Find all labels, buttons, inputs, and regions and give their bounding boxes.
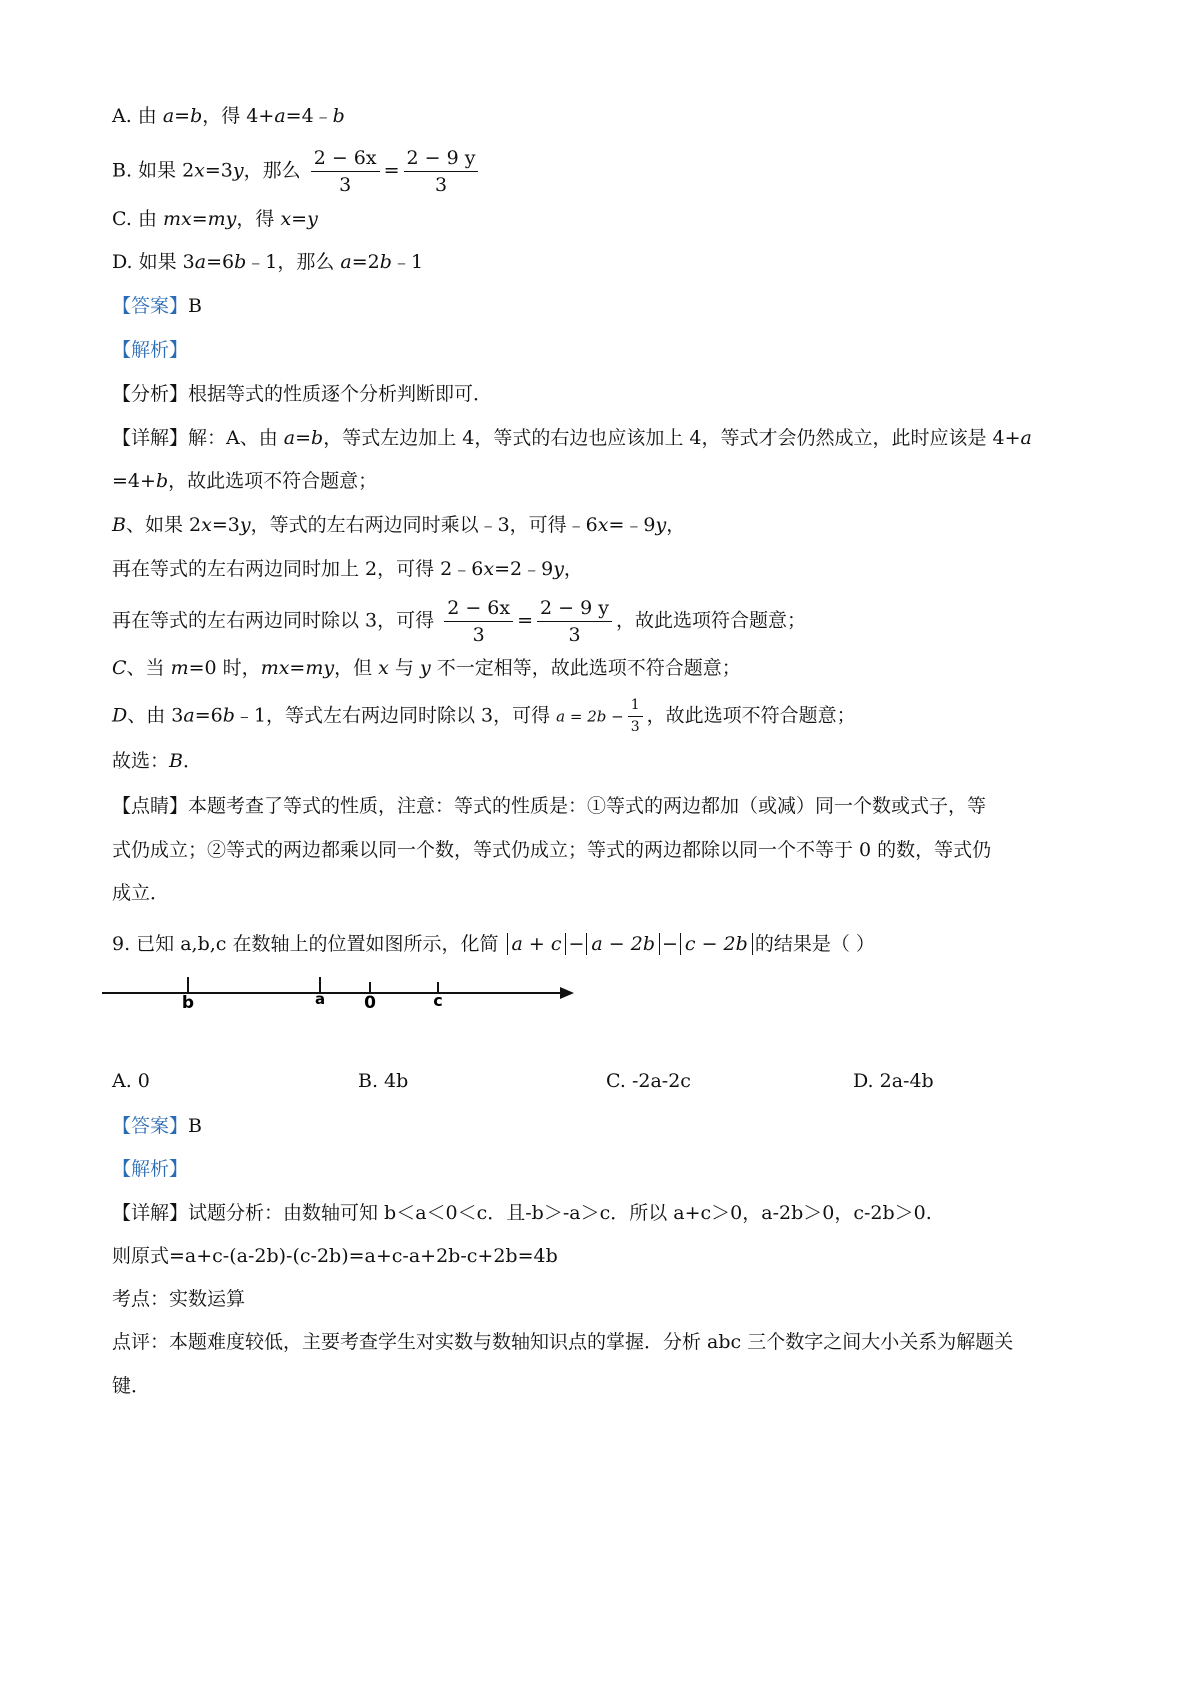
text: 、当 — [126, 657, 171, 679]
fraction-numerator: 1 — [628, 697, 643, 717]
fraction — [404, 147, 479, 196]
text: ，等式的左右两边同时乘以﹣3，可得﹣6 — [250, 514, 598, 536]
q8-dianjing-line-2: 式仍成立；②等式的两边都乘以同一个数，等式仍成立；等式的两边都除以同一个不等于 0 的数，等式仍 — [112, 839, 992, 861]
q9-option-b: B. 4b — [358, 1070, 409, 1092]
var: y — [419, 657, 431, 679]
var: x — [378, 657, 389, 679]
text: ，故此选项符合题意； — [615, 609, 806, 632]
var: B — [112, 514, 126, 536]
q8-detail-line-3 — [112, 513, 685, 537]
text: = — [289, 657, 306, 679]
var: y — [239, 514, 251, 536]
answer-label: 【答案】 — [112, 1115, 189, 1137]
text: =﹣9 — [608, 514, 656, 536]
text: =6 — [206, 251, 235, 273]
fraction-numerator: 2 − 6x — [444, 597, 513, 622]
q9-detail: 【详解】试题分析：由数轴可知 b＜a＜0＜c．且-b＞-a＞c．所以 a+c＞0，a-2b＞0，c-2b＞0. — [112, 1202, 932, 1224]
minus-sign: − — [661, 933, 678, 955]
fraction-denominator: 3 — [339, 174, 352, 196]
q8-fenxi: 【分析】根据等式的性质逐个分析判断即可． — [112, 383, 493, 405]
q9-analysis-label: 【解析】 — [112, 1158, 189, 1180]
text: ， — [666, 514, 686, 536]
var: x — [597, 514, 609, 536]
text: =4﹣ — [285, 105, 333, 127]
var: mx — [162, 208, 192, 230]
var: my — [207, 208, 237, 230]
text: ． — [182, 750, 202, 772]
text: ，等式左边加上 4，等式的右边也应该加上 4，等式才会仍然成立，此时应该是 4+ — [323, 427, 1021, 449]
text: =4+ — [112, 470, 156, 492]
q8-option-b — [112, 147, 482, 196]
fraction-numerator: 2 − 9 y — [404, 147, 479, 172]
fraction-denominator: 3 — [472, 624, 485, 646]
q8-detail-line-7 — [112, 697, 856, 736]
text: =3 — [204, 159, 233, 182]
fraction — [537, 597, 612, 646]
var: m — [170, 657, 189, 679]
var: y — [232, 159, 244, 182]
var: b — [222, 704, 235, 727]
text: ， — [563, 558, 583, 580]
minus-sign: − — [568, 933, 585, 955]
equals-sign: = — [383, 159, 400, 182]
fraction-denominator: 3 — [434, 174, 448, 196]
text: =2﹣9 — [494, 558, 554, 580]
var: a — [283, 427, 296, 449]
number-line-figure — [100, 970, 600, 1020]
q9-option-d: D. 2a-4b — [853, 1070, 934, 1092]
math-expression: a = 2b − — [556, 707, 624, 726]
fraction — [628, 697, 643, 736]
text: 再在等式的左右两边同时加上 2，可得 2﹣6 — [112, 558, 484, 580]
q9-dianping-line-2: 键． — [112, 1375, 151, 1397]
q9-dianping-line-1: 点评：本题难度较低，主要考查学生对实数与数轴知识点的掌握．分析 abc 三个数字之间大小关系为解题关 — [112, 1331, 1014, 1353]
answer-label: 【答案】 — [112, 295, 189, 317]
var: y — [307, 208, 318, 230]
q8-detail-line-5 — [112, 597, 806, 646]
fraction-denominator: 3 — [630, 719, 640, 735]
answer-value: B — [188, 295, 202, 317]
var: D — [112, 704, 128, 727]
text: 9. 已知 a,b,c 在数轴上的位置如图所示，化简 — [112, 933, 499, 955]
var: B — [169, 750, 183, 772]
text: =3 — [211, 514, 240, 536]
text: ，故此选项不符合题意； — [646, 704, 856, 727]
fraction — [444, 597, 513, 646]
fraction-denominator: 3 — [568, 624, 581, 646]
fraction-numerator: 2 − 6x — [311, 147, 380, 172]
var: my — [305, 657, 335, 679]
var: b — [332, 105, 345, 127]
fraction — [311, 147, 380, 196]
text: ，得 4+ — [202, 105, 275, 127]
text: = — [191, 208, 208, 230]
text: A. 由 — [112, 105, 163, 127]
text: ﹣1 — [391, 251, 424, 273]
answer-value: B — [188, 1115, 202, 1137]
text: 、由 3 — [127, 704, 184, 727]
var: y — [553, 558, 564, 580]
q8-detail-line-4 — [112, 557, 583, 581]
text: ，那么 — [243, 159, 301, 182]
var: b — [379, 251, 392, 273]
q8-dianjing-line-1: 【点睛】本题考查了等式的性质，注意：等式的性质是：①等式的两边都加（或减）同一个数或式子，等 — [112, 795, 987, 817]
q9-stem — [112, 932, 875, 956]
var: a — [183, 704, 195, 727]
text: =6 — [194, 704, 223, 727]
q9-option-a: A. 0 — [112, 1070, 150, 1092]
text: ﹣1，等式左右两边同时除以 3，可得 — [234, 704, 551, 727]
var: C — [112, 657, 127, 679]
text: 故选： — [112, 750, 170, 772]
text: B. 如果 2 — [112, 159, 195, 182]
equals-sign: = — [517, 609, 534, 632]
text: C. 由 — [112, 208, 163, 230]
absolute-value: a − 2b — [586, 933, 660, 955]
q8-detail-line-1 — [112, 426, 1032, 450]
text: = — [295, 427, 312, 449]
label-a: a — [314, 990, 326, 1008]
var: x — [194, 159, 205, 182]
absolute-value: c − 2b — [680, 933, 753, 955]
q8-option-c — [112, 207, 318, 231]
var: mx — [260, 657, 290, 679]
q8-analysis-label: 【解析】 — [112, 339, 189, 361]
var: b — [234, 251, 247, 273]
q9-kaodian: 考点：实数运算 — [112, 1288, 246, 1310]
var: x — [483, 558, 495, 580]
var: b — [311, 427, 324, 449]
q8-detail-line-2 — [112, 469, 377, 493]
q8-detail-line-6 — [112, 656, 741, 680]
var: b — [155, 470, 169, 492]
var: a — [274, 105, 286, 127]
var: b — [190, 105, 203, 127]
q8-answer — [112, 294, 202, 318]
text: 不一定相等，故此选项不符合题意； — [430, 657, 741, 679]
text: 再在等式的左右两边同时除以 3，可得 — [112, 609, 435, 632]
text: 、如果 2 — [125, 514, 202, 536]
text: 的结果是（ ） — [754, 933, 875, 955]
absolute-value: a + c — [507, 933, 567, 955]
text: =2 — [351, 251, 380, 273]
var: x — [280, 208, 292, 230]
q9-option-c: C. -2a-2c — [606, 1070, 691, 1092]
label-c: c — [433, 991, 443, 1010]
var: y — [655, 514, 667, 536]
var: x — [201, 514, 212, 536]
text: D. 如果 3 — [112, 251, 195, 273]
var: a — [194, 251, 207, 273]
text: 【详解】解：A、由 — [112, 427, 284, 449]
arrow-head-icon — [560, 987, 574, 999]
text: = — [291, 208, 308, 230]
q9-calc: 则原式=a+c-(a-2b)-(c-2b)=a+c-a+2b-c+2b=4b — [112, 1245, 558, 1267]
q8-option-a — [112, 104, 345, 128]
text: ，得 — [236, 208, 281, 230]
var: a — [1020, 427, 1032, 449]
text: = — [174, 105, 191, 127]
q9-answer — [112, 1114, 202, 1138]
fraction-numerator: 2 − 9 y — [537, 597, 612, 622]
text: =0 时， — [188, 657, 261, 679]
text: ，但 — [334, 657, 379, 679]
var: a — [162, 105, 175, 127]
text: 与 — [388, 657, 420, 679]
q8-option-d — [112, 250, 423, 274]
var: a — [340, 251, 352, 273]
text: ﹣1，那么 — [246, 251, 341, 273]
label-b: b — [181, 993, 195, 1013]
text: ，故此选项不符合题意； — [168, 470, 378, 492]
label-0: 0 — [364, 993, 376, 1013]
q8-detail-line-8 — [112, 749, 202, 773]
q8-dianjing-line-3: 成立． — [112, 882, 170, 904]
